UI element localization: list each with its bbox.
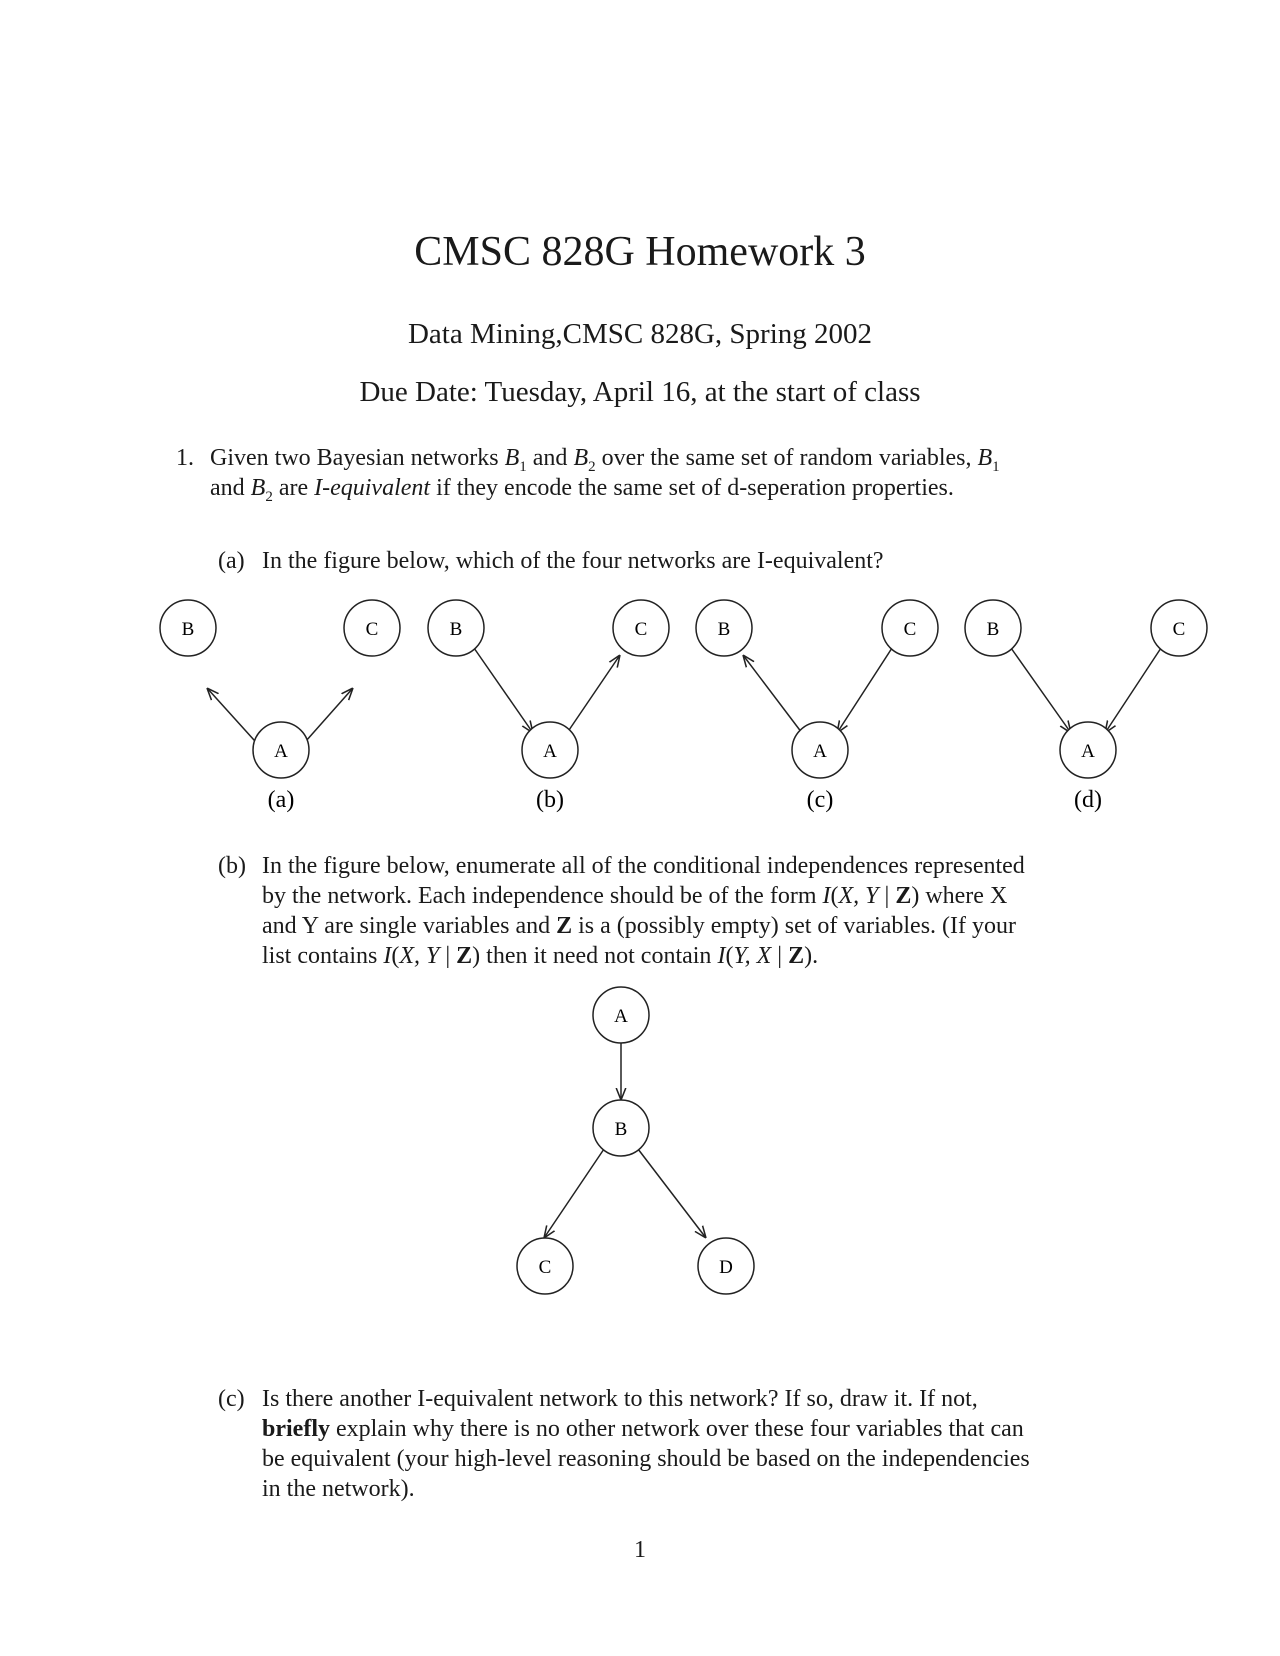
node-a-label: A: [274, 741, 288, 762]
node-a-label: A: [1081, 741, 1095, 762]
node-a-label: A: [813, 741, 827, 762]
document-title: CMSC 828G Homework 3: [414, 229, 866, 275]
node-b-label: B: [986, 619, 1000, 640]
edge-b-to-a: [1011, 648, 1071, 733]
question-1-line-2: and $B_2$ are I-equivalent if they encode the same set of d-seperation properties.: [210, 475, 954, 505]
node-b-label: B: [717, 619, 731, 640]
question-1-line-1: Given two Bayesian networks $B_1$ and $B_2$ over the same set of random variables, $B_1$: [210, 445, 1000, 475]
node-b-label: B: [614, 1119, 628, 1140]
edge-b-to-a: [474, 648, 533, 733]
network-a: [160, 600, 400, 813]
part-c: [0, 1384, 1280, 1509]
edge-a-to-b: [743, 655, 802, 733]
part-b: [0, 851, 1280, 976]
page-number: 1: [634, 1537, 646, 1563]
part-b-line-2: by the network. Each independence should be of the form I(X, Y | Z) where X: [262, 883, 1008, 909]
node-c-label: C: [903, 619, 917, 640]
caption-c: (c): [806, 787, 834, 813]
part-b-line-3: and Y are single variables and Z is a (possibly empty) set of variables. (If your: [262, 913, 1017, 939]
edge-c-to-a: [837, 648, 892, 733]
figure-networks: [0, 595, 1280, 825]
part-b-line-4: list contains I(X, Y | Z) then it need not contain I(Y, X | Z).: [262, 943, 819, 969]
node-b-label: B: [181, 619, 195, 640]
part-c-line-2: briefly explain why there is no other network over these four variables that can: [262, 1416, 1024, 1442]
network-d: [965, 600, 1207, 813]
part-a-text: In the figure below, which of the four networks are I-equivalent?: [262, 548, 884, 574]
part-c-line-3: be equivalent (your high-level reasoning should be based on the independencies: [262, 1446, 1030, 1472]
part-b-label: (b): [218, 853, 246, 879]
question-1: [0, 443, 1280, 507]
course-subtitle: Data Mining,CMSC 828G, Spring 2002: [407, 318, 873, 350]
part-a-label: (a): [218, 548, 245, 574]
part-a: [0, 546, 1280, 578]
edge-b-to-d: [638, 1149, 706, 1238]
part-c-label: (c): [218, 1386, 245, 1412]
node-d-label: D: [719, 1257, 733, 1278]
node-a-label: A: [614, 1006, 628, 1027]
edge-c-to-a: [1105, 648, 1161, 733]
figure-network-abcd: [480, 985, 780, 1365]
node-c-label: C: [1172, 619, 1186, 640]
part-c-line-4: in the network).: [262, 1476, 415, 1502]
node-c-label: C: [538, 1257, 552, 1278]
caption-d: (d): [1074, 787, 1102, 813]
part-b-line-1: In the figure below, enumerate all of the conditional independences represented: [262, 853, 1025, 879]
due-date: Due Date: Tuesday, April 16, at the start of class: [359, 376, 921, 408]
network-b: [428, 600, 669, 813]
caption-a: (a): [267, 787, 295, 813]
part-c-line-1: Is there another I-equivalent network to this network? If so, draw it. If not,: [262, 1386, 978, 1412]
network-c: [696, 600, 938, 813]
caption-b: (b): [536, 787, 564, 813]
node-c-label: C: [634, 619, 648, 640]
edge-a-to-c: [567, 655, 620, 733]
node-c-label: C: [365, 619, 379, 640]
question-number: 1.: [176, 445, 194, 471]
node-a-label: A: [543, 741, 557, 762]
node-b-label: B: [449, 619, 463, 640]
edge-b-to-c: [544, 1149, 604, 1238]
